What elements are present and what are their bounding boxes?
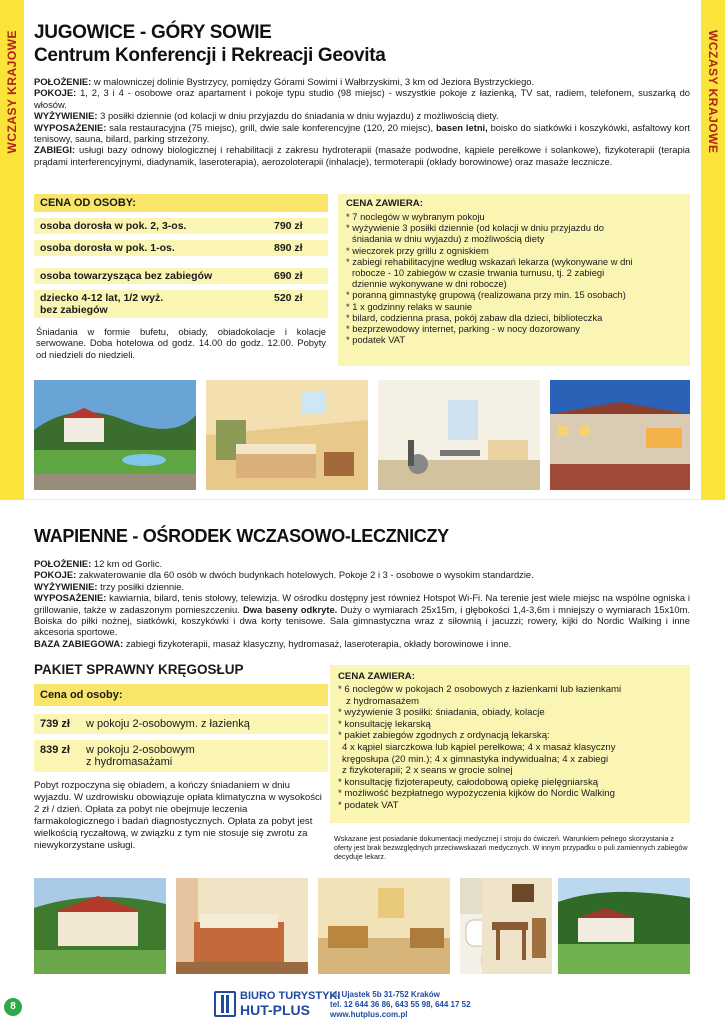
price-row: osoba dorosła w pok. 1-os. 890 zł [34,240,328,256]
photo-study [482,878,552,974]
brand-logo [214,990,340,1018]
logo-line1: BIURO TURYSTYKI [240,990,341,1002]
section2-description: POŁOŻENIE: 12 km od Gorlic. POKOJE: zakwaterowanie dla 60 osób w dwóch budynkach hotelowych. Pokoje 2 i 3 - osobowe o wysokim standardzie. WYŻYWIENIE: trzy posiłki dziennie. WYPOSAŻENIE: kawiarnia, bilard, tenis stołowy, telewizja. W ośrodku dostępny jest również Hotspot Wi-Fi. Na terenie jest wiele miejsc na wspólne ogniska i grillowanie, także w zadaszonym pomieszczeniu. Dwa baseny odkryte. Duży o wymiarach 25x15m, i głębokości 1,4-3,6m i mniejszy o wymiarach 15x10m. Boiska do piłki nożnej, siatkówki, koszykówki i dwa korty tenisowe. Sala gimnastyczna wraz z siłownią i jacuzzi; rowery, kijki do Nordic Walking i inne akcesoria sportowe. BAZA ZABIEGOWA: zabiegi fizykoterapii, masaż klasyczny, hydromasaż, laseroterapia, okłady borowinowe i inne. [34,558,690,649]
page-number: 8 [4,998,22,1016]
price-row: 739 zł w pokoju 2-osobowym. z łazienką [34,714,328,734]
section2-title: WAPIENNE - OŚRODEK WCZASOWO-LECZNICZY [34,526,449,546]
includes-box-2 [330,665,690,823]
logo-icon [214,991,236,1017]
contact-info [330,990,471,1020]
side-label-left: WCZASY KRAJOWE [5,30,19,154]
section1-note: Śniadania w formie bufetu, obiady, obiadokolacje i kolacje serwowane. Doba hotelowa od godz. 14.00 do godz. 12.00. Pobyty od niedzieli do niedzieli. [36,326,326,360]
price-row: dziecko 4-12 lat, 1/2 wyż. bez zabiegów 520 zł [34,290,328,318]
price-row: 839 zł w pokoju 2-osobowym z hydromasażami [34,740,328,772]
photo-lounge [318,878,450,974]
photo-hotel-exterior [34,380,196,490]
includes-title-2: CENA ZAWIERA: [338,671,415,682]
includes-title-1: CENA ZAWIERA: [346,198,423,209]
photo-gym [378,380,540,490]
section1-description: POŁOŻENIE: w malowniczej dolinie Bystrzycy, pomiędzy Górami Sowimi i Wałbrzyskimi, 3 km od Jeziora Bystrzyckiego. POKOJE: 1, 2, 3 i 4 - osobowe oraz apartament i pokoje typu studio (98 miejsc) - wszystkie pokoje z łazienką, TV sat, radiem, telefonem, suszarką do włosów. WYŻYWIENIE: 3 posiłki dziennie (od kolacji w dniu przyjazdu do śniadania w dniu wyjazdu) z możliwością diety. WYPOSAŻENIE: sala restauracyjna (75 miejsc), grill, dwie sale konferencyjne (120, 20 miejsc), basen letni, boisko do siatkówki i koszykówki, asfaltowy kort tenisowy, sauna, bilard, parking strzeżony. ZABIEGI: usługi bazy odnowy biologicznej i rehabilitacji z zakresu hydroterapii (masaże podwodne, kąpiele perełkowe i solankowe), fizykoterapii (terapia prądami interferencyjnymi, diadynamik, laseroterapia), aerozoloterapii (inhalacje), termoterapii (okłady borowinowe) oraz masaże lecznicze. [34,76,690,167]
price-row: osoba towarzysząca bez zabiegów 690 zł [34,268,328,284]
photo-resort-landscape [558,878,690,974]
section1-subtitle: Centrum Konferencji i Rekreacji Geovita [34,45,386,66]
photo-bedroom [176,878,308,974]
price-box-1-header: CENA OD OSOBY: [34,194,328,212]
disclaimer: Wskazane jest posiadanie dokumentacji medycznej i stroju do ćwiczeń. Warunkiem pełnego skorzystania z oferty jest brak bezwzględnych przeciwwskazań medycznych. W innym przypadku o puli zamiennych zabiegów decyduje lekarz. [334,834,688,861]
price-box-2 [34,684,328,852]
section2-note: Pobyt rozpoczyna się obiadem, a kończy śniadaniem w dniu wyjazdu. W uzdrowisku obowiązuje opłata klimatyczna w wysokości 2 zł / dzień. Opłata za pobyt nie obejmuje leczenia farmakologicznego i badań diagnostycznych. Opłata za pobyt jest wielkością ryczałtową, w związku z tym nie stosuje się zwrotu za niewykorzystane usługi. [34,780,322,851]
includes-list-2: * 6 noclegów w pokojach 2 osobowych z łazienkami lub łazienkami z hydromasażem * wyżywienie 3 posiłki: śniadania, obiady, kolacje * konsultację lekarską * pakiet zabiegów zgodnych z ordynacją lekarską: 4 x kąpiel siarczkowa lub kąpiel perełkowa; 4 x masaż klasyczny kręgosłupa (20 min.); 4 x gimnastyka indywidualna; 4 x zabiegi z fizykoterapii; 2 x seans w grocie solnej * konsultację fizjoterapeuty, całodobową opiekę pielęgniarską * możliwość bezpłatnego wypożyczenia kijków do Nordic Walking * podatek VAT [338,684,622,811]
photo-hotel-evening [550,380,690,490]
photo-resort-building [34,878,166,974]
section-wapienne [24,520,701,1024]
price-box-2-header: Cena od osoby: [34,684,328,706]
phone: tel. 12 644 36 86, 643 55 98, 644 17 52 [330,1000,471,1009]
package-title: PAKIET SPRAWNY KRĘGOSŁUP [34,662,244,677]
includes-list-1: * 7 noclegów w wybranym pokoju * wyżywienie 3 posiłki dziennie (od kolacji w dniu przyjazdu do śniadania w dniu wyjazdu) z możliwością diety * wieczorek przy grillu z ogniskiem * zabiegi rehabilitacyjne według wskazań lekarza (wykonywane w dni robocze - 10 zabiegów w czasie trwania turnusu, tj. 2 zabiegi dziennie wykonywane w dni robocze) * poranną gimnastykę grupową (realizowana przy min. 15 osobach) * 1 x godzinny relaks w saunie * bilard, codzienna prasa, pokój zabaw dla dzieci, biblioteczka * bezprzewodowy internet, parking - w nocy dozorowany * podatek VAT [346,211,633,346]
section-jugowice [24,0,701,500]
logo-line2: HUT-PLUS [240,1002,310,1018]
price-row: osoba dorosła w pok. 2, 3-os. 790 zł [34,218,328,234]
footer [0,986,725,1024]
includes-box-1 [338,194,690,366]
section1-title: JUGOWICE - GÓRY SOWIE [34,22,272,43]
side-label-right: WCZASY KRAJOWE [706,30,720,154]
website-link[interactable]: www.hutplus.com.pl [330,1010,408,1019]
address: ul. Ujastek 5b 31-752 Kraków [330,990,440,999]
photo-hotel-room [206,380,368,490]
price-box-1 [34,194,328,360]
